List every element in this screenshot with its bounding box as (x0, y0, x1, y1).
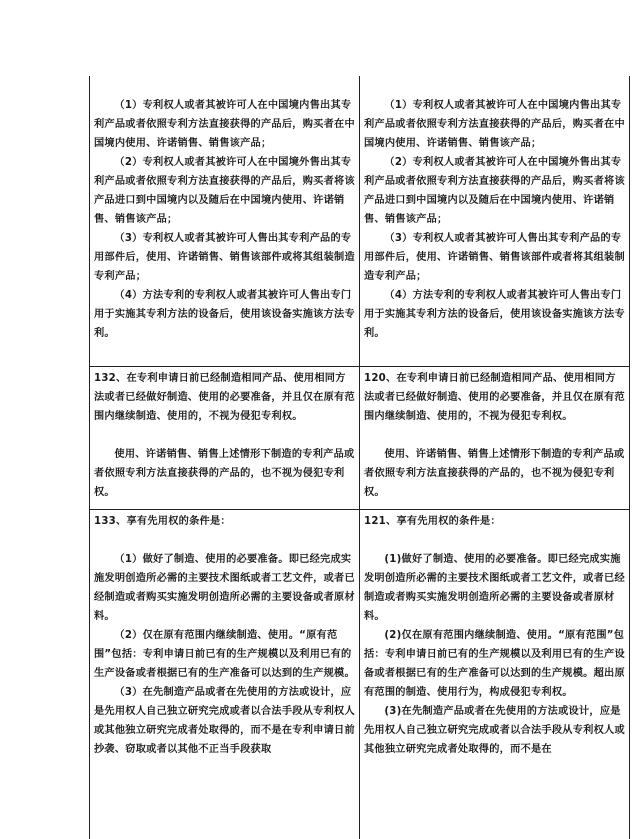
right-cell (360, 76, 630, 367)
paragraph: （2）专利权人或者其被许可人在中国境外售出其专利产品或者依照专利方法直接获得的产品后，购买者将该产品进口到中国境内以及随后在中国境内使用、许诺销售、销售该产品； (364, 153, 626, 229)
article-paragraph: 120、在专利申请日前已经制造相同产品、使用相同方法或者已经做好制造、使用的必要准备，并且仅在原有范围内继续制造、使用的，不视为侵犯专利权。 (364, 369, 626, 426)
paragraph: （1）做好了制造、使用的必要准备。即已经完成实施发明创造所必需的主要技术图纸或者工艺文件，或者已经制造或者购买实施发明创造所必需的主要设备或者原材料。 (94, 550, 356, 626)
article-heading: 133、享有先用权的条件是： (94, 512, 356, 531)
paragraph: 使用、许诺销售、销售上述情形下制造的专利产品或者依照专利方法直接获得的产品的，也不视为侵犯专利权。 (94, 445, 356, 502)
article-heading: 121、享有先用权的条件是： (364, 512, 626, 531)
paragraph: （3）在先制造产品或者在先使用的方法或设计，应是先用权人自己独立研究完成或者以合法手段从专利权人或其他独立研究完成者处取得的，而不是在专利申请日前抄袭、窃取或者以其他不正当手段获取 (94, 683, 356, 759)
paragraph: （1）专利权人或者其被许可人在中国境内售出其专利产品或者依照专利方法直接获得的产品后，购买者在中国境内使用、许诺销售、销售该产品； (94, 96, 356, 153)
table-row (90, 510, 630, 839)
left-cell (90, 76, 360, 367)
right-cell (360, 367, 630, 510)
paragraph: 使用、许诺销售、销售上述情形下制造的专利产品或者依照专利方法直接获得的产品的，也不视为侵犯专利权。 (364, 445, 626, 502)
table-row (90, 76, 630, 367)
paragraph: （2）仅在原有范围内继续制造、使用。“原有范围”包括：专利申请日前已有的生产规模以及利用已有的生产设备或者根据已有的生产准备可以达到的生产规模。 (94, 626, 356, 683)
comparison-table (89, 76, 630, 839)
paragraph: （4）方法专利的专利权人或者其被许可人售出专门用于实施其专利方法的设备后，使用该设备实施该方法专利。 (364, 286, 626, 343)
left-cell (90, 510, 360, 839)
paragraph: （1）专利权人或者其被许可人在中国境内售出其专利产品或者依照专利方法直接获得的产品后，购买者在中国境内使用、许诺销售、销售该产品； (364, 96, 626, 153)
paragraph: （2）专利权人或者其被许可人在中国境外售出其专利产品或者依照专利方法直接获得的产品后，购买者将该产品进口到中国境内以及随后在中国境内使用、许诺销售、销售该产品； (94, 153, 356, 229)
table-row (90, 367, 630, 510)
right-cell (360, 510, 630, 839)
paragraph: （3）专利权人或者其被许可人售出其专利产品的专用部件后，使用、许诺销售、销售该部件或将其组装制造专利产品； (94, 229, 356, 286)
paragraph: (3)在先制造产品或者在先使用的方法或设计，应是先用权人自己独立研究完成或者以合法手段从专利权人或其他独立研究完成者处取得的，而不是在 (364, 702, 626, 759)
paragraph: (2)仅在原有范围内继续制造、使用。“原有范围”包括：专利申请日前已有的生产规模以及利用已有的生产设备或者根据已有的生产准备可以达到的生产规模。超出原有范围的制造、使用行为，构成侵犯专利权。 (364, 626, 626, 702)
left-cell (90, 367, 360, 510)
paragraph: （3）专利权人或者其被许可人售出其专利产品的专用部件后，使用、许诺销售、销售该部件或者将其组装制造专利产品； (364, 229, 626, 286)
paragraph: (1)做好了制造、使用的必要准备。即已经完成实施发明创造所必需的主要技术图纸或者工艺文件，或者已经制造或者购买实施发明创造所必需的主要设备或者原材料。 (364, 550, 626, 626)
article-paragraph: 132、在专利申请日前已经制造相同产品、使用相同方法或者已经做好制造、使用的必要准备，并且仅在原有范围内继续制造、使用的，不视为侵犯专利权。 (94, 369, 356, 426)
paragraph: （4）方法专利的专利权人或者其被许可人售出专门用于实施其专利方法的设备后，使用该设备实施该方法专利。 (94, 286, 356, 343)
